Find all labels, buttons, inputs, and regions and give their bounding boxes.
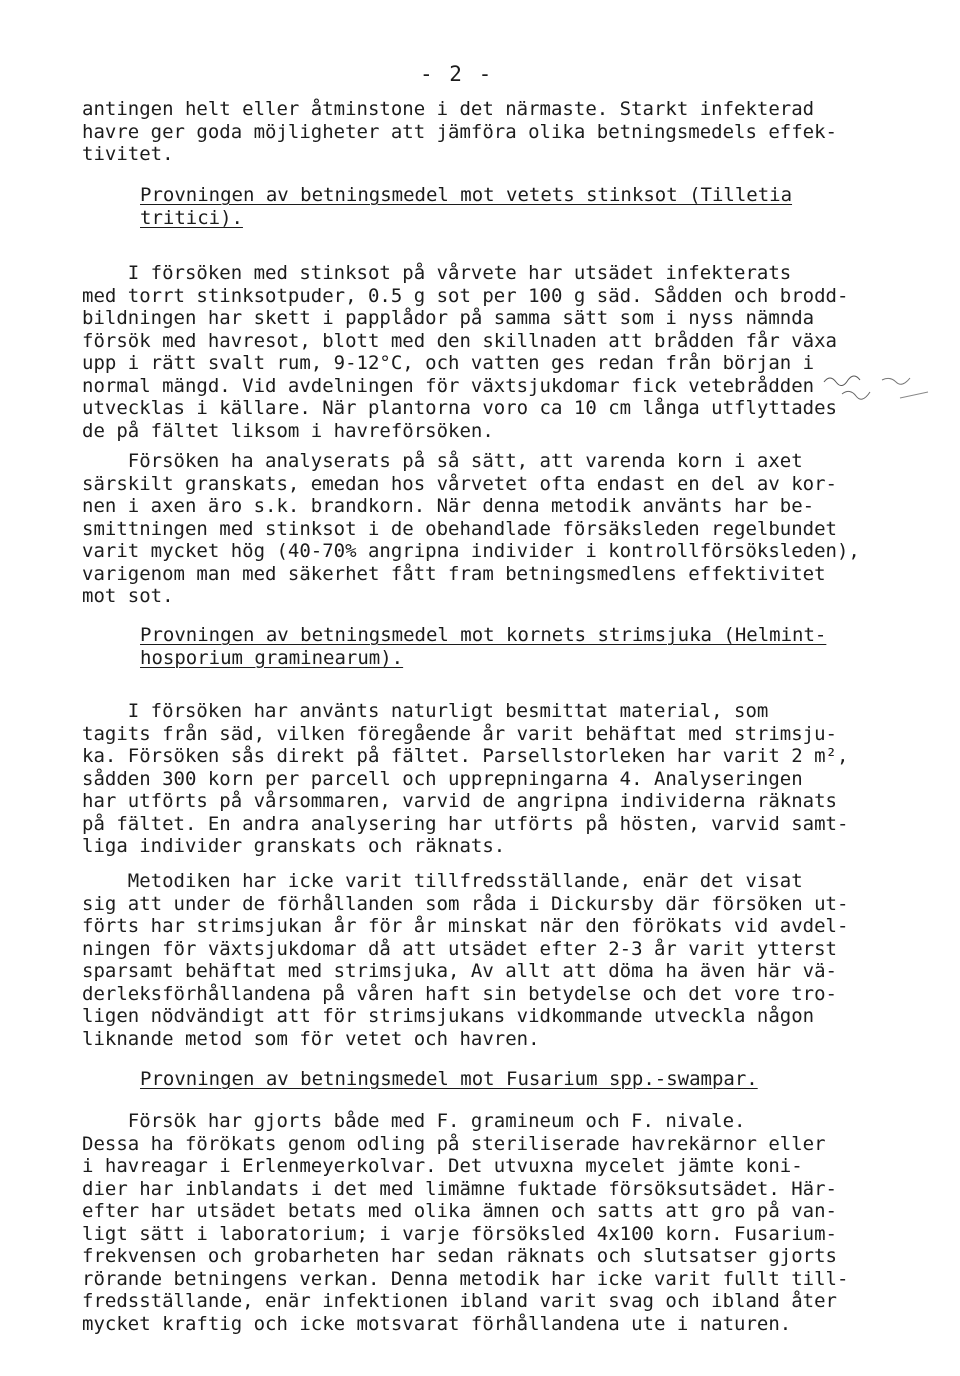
text-line: efter har utsädet betats med olika ämnen och satts att gro på van- xyxy=(82,1200,837,1222)
text-line: de på fältet liksom i havreförsöken. xyxy=(82,419,494,442)
text-line: sig att under de förhållanden som råda i Dickursby där försöken ut- xyxy=(82,892,849,915)
text-line: fredsställande, enär infektionen ibland varit svag och ibland åter xyxy=(82,1290,837,1312)
text-line: I försöken har använts naturligt besmittat material, som xyxy=(82,700,769,722)
text-line: ligen nödvändigt att för strimsjukans vidkommande utveckla någon xyxy=(82,1005,815,1027)
text-line: tagits från säd, vilken föregående år varit behäftat med strimsju- xyxy=(82,722,837,745)
section-heading-stinksot xyxy=(140,184,900,229)
text-line: sparsamt behäftat med strimsjuka, Av allt att döma ha även här vä- xyxy=(82,960,837,982)
text-line: frekvensen och grobarheten har sedan räknats och slutsatser gjorts xyxy=(82,1245,837,1267)
text-line: i havreagar i Erlenmeyerkolvar. Det utvuxna mycelet jämte koni- xyxy=(82,1155,803,1177)
text-line: bildningen har skett i papplådor på samma sätt som i nyss nämnda xyxy=(82,307,815,329)
text-line: antingen helt eller åtminstone i det närmaste. Starkt infekterad xyxy=(82,98,815,120)
text-line: rörande betningens verkan. Denna metodik har icke varit fullt till- xyxy=(82,1267,849,1290)
text-line: ka. Försöken sås direkt på fältet. Parsellstorleken har varit 2 m², xyxy=(82,745,849,767)
text-line: med torrt stinksotpuder, 0.5 g sot per 100 g säd. Sådden och brodd- xyxy=(82,284,849,307)
strimsjuka-paragraph-2 xyxy=(82,870,902,1050)
text-line: har utförts på vårsommaren, varvid de angripna individerna räknats xyxy=(82,790,837,812)
text-line: varigenom man med säkerhet fått fram betningsmedlens effektivitet xyxy=(82,562,826,585)
heading-line: Provningen av betningsmedel mot Fusarium spp.-swampar. xyxy=(140,1068,758,1090)
intro-paragraph xyxy=(82,98,902,166)
page-number: - 2 - xyxy=(420,62,494,86)
text-line: särskilt granskats, emedan hos vårvetet ofta endast en del av kor- xyxy=(82,472,837,495)
text-line: Dessa ha förökats genom odling på steriliserade havrekärnor eller xyxy=(82,1132,826,1155)
text-line: dier har inblandats i det med limämne fuktade försöksutsädet. Här- xyxy=(82,1177,837,1200)
text-line: smittningen med stinksot i de obehandlade försäksleden regelbundet xyxy=(82,517,837,540)
text-line: derleksförhållandena på våren haft sin betydelse och det vore tro- xyxy=(82,982,837,1005)
text-line: liknande metod som för vetet och havren. xyxy=(82,1027,540,1050)
text-line: på fältet. En andra analysering har utförts på hösten, varvid samt- xyxy=(82,812,849,835)
heading-line: hosporium graminearum). xyxy=(140,646,404,669)
text-line: normal mängd. Vid avdelningen för växtsjukdomar fick vetebrådden xyxy=(82,374,815,397)
text-line: Metodiken har icke varit tillfredsställande, enär det visat xyxy=(82,870,803,892)
section-heading-strimsjuka xyxy=(140,624,900,669)
text-line: tivitet. xyxy=(82,143,174,165)
text-line: havre ger goda möjligheter att jämföra olika betningsmedels effek- xyxy=(82,120,837,143)
heading-line: Provningen av betningsmedel mot vetets stinksot (Tilletia xyxy=(140,184,793,206)
heading-line: tritici). xyxy=(140,206,243,229)
text-line: Försök har gjorts både med F. gramineum och F. nivale. xyxy=(82,1110,746,1132)
heading-line: Provningen av betningsmedel mot kornets strimsjuka (Helmint- xyxy=(140,624,827,646)
text-line: mot sot. xyxy=(82,585,174,607)
stinksot-paragraph-1 xyxy=(82,262,902,442)
stinksot-paragraph-2 xyxy=(82,450,902,608)
text-line: förts har strimsjukan år för år minskat när den förökats vid avdel- xyxy=(82,915,849,937)
text-line: upp i rätt svalt rum, 9-12°C, och vatten ges redan från början i xyxy=(82,352,815,374)
text-line: I försöken med stinksot på vårvete har utsädet infekterats xyxy=(82,262,792,284)
fusarium-paragraph xyxy=(82,1110,902,1335)
text-line: utvecklas i källare. När plantorna voro ca 10 cm långa utflyttades xyxy=(82,397,837,419)
text-line: försök med havresot, blott med den skillnaden att brådden får växa xyxy=(82,329,837,352)
text-line: sådden 300 korn per parcell och upprepningarna 4. Analyseringen xyxy=(82,767,803,790)
text-line: liga individer granskats och räknats. xyxy=(82,835,506,857)
handwritten-marks xyxy=(820,368,930,408)
text-line: ningen för växtsjukdomar då att utsädet efter 2-3 år varit ytterst xyxy=(82,937,837,960)
section-heading-fusarium xyxy=(140,1068,900,1091)
text-line: varit mycket hög (40-70% angripna individer i kontrollförsöksleden), xyxy=(82,540,860,562)
text-line: ligt sätt i laboratorium; i varje försöksled 4x100 korn. Fusarium- xyxy=(82,1222,837,1245)
text-line: mycket kraftig och icke motsvarat förhållandena ute i naturen. xyxy=(82,1312,792,1335)
strimsjuka-paragraph-1 xyxy=(82,700,902,858)
text-line: Försöken ha analyserats på så sätt, att varenda korn i axet xyxy=(82,450,803,472)
text-line: nen i axen äro s.k. brandkorn. När denna metodik använts har be- xyxy=(82,495,815,517)
